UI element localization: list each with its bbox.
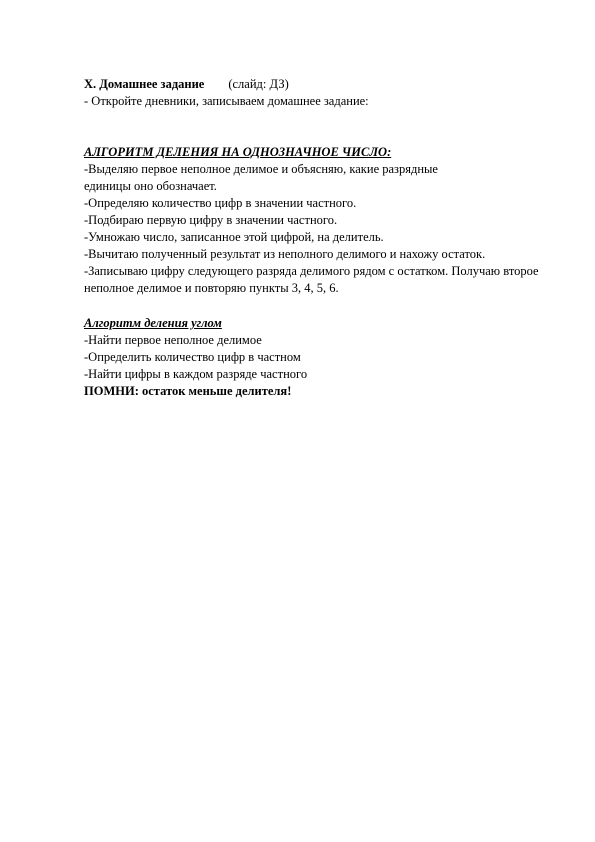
corner-division-step: -Найти первое неполное делимое xyxy=(84,333,262,347)
algorithm-heading: АЛГОРИТМ ДЕЛЕНИЯ НА ОДНОЗНАЧНОЕ ЧИСЛО: xyxy=(84,145,392,159)
algorithm-step: -Определяю количество цифр в значении частного. xyxy=(84,196,357,210)
homework-instruction: - Откройте дневники, записываем домашнее задание: xyxy=(84,94,369,108)
algorithm-step: -Записываю цифру следующего разряда делимого рядом с остатком. Получаю второе неполное делимое и повторяю пункты 3, 4, 5, 6. xyxy=(84,264,539,295)
algorithm-step: -Выделяю первое неполное делимое и объясняю, какие разрядные единицы оно обозначает. xyxy=(84,162,438,193)
algorithm-step: -Подбираю первую цифру в значении частного. xyxy=(84,213,338,227)
corner-division-step: -Определить количество цифр в частном xyxy=(84,350,301,364)
algorithm-step: -Умножаю число, записанное этой цифрой, на делитель. xyxy=(84,230,384,244)
homework-title: X. Домашнее задание xyxy=(84,77,205,91)
homework-title-line xyxy=(84,76,554,93)
algorithm-step: -Вычитаю полученный результат из неполного делимого и нахожу остаток. xyxy=(84,247,486,261)
document-page xyxy=(84,76,554,400)
corner-division-heading: Алгоритм деления углом xyxy=(84,316,222,330)
slide-note: (слайд: ДЗ) xyxy=(228,77,289,91)
corner-division-step: -Найти цифры в каждом разряде частного xyxy=(84,367,308,381)
remember-note: ПОМНИ: остаток меньше делителя! xyxy=(84,384,292,398)
